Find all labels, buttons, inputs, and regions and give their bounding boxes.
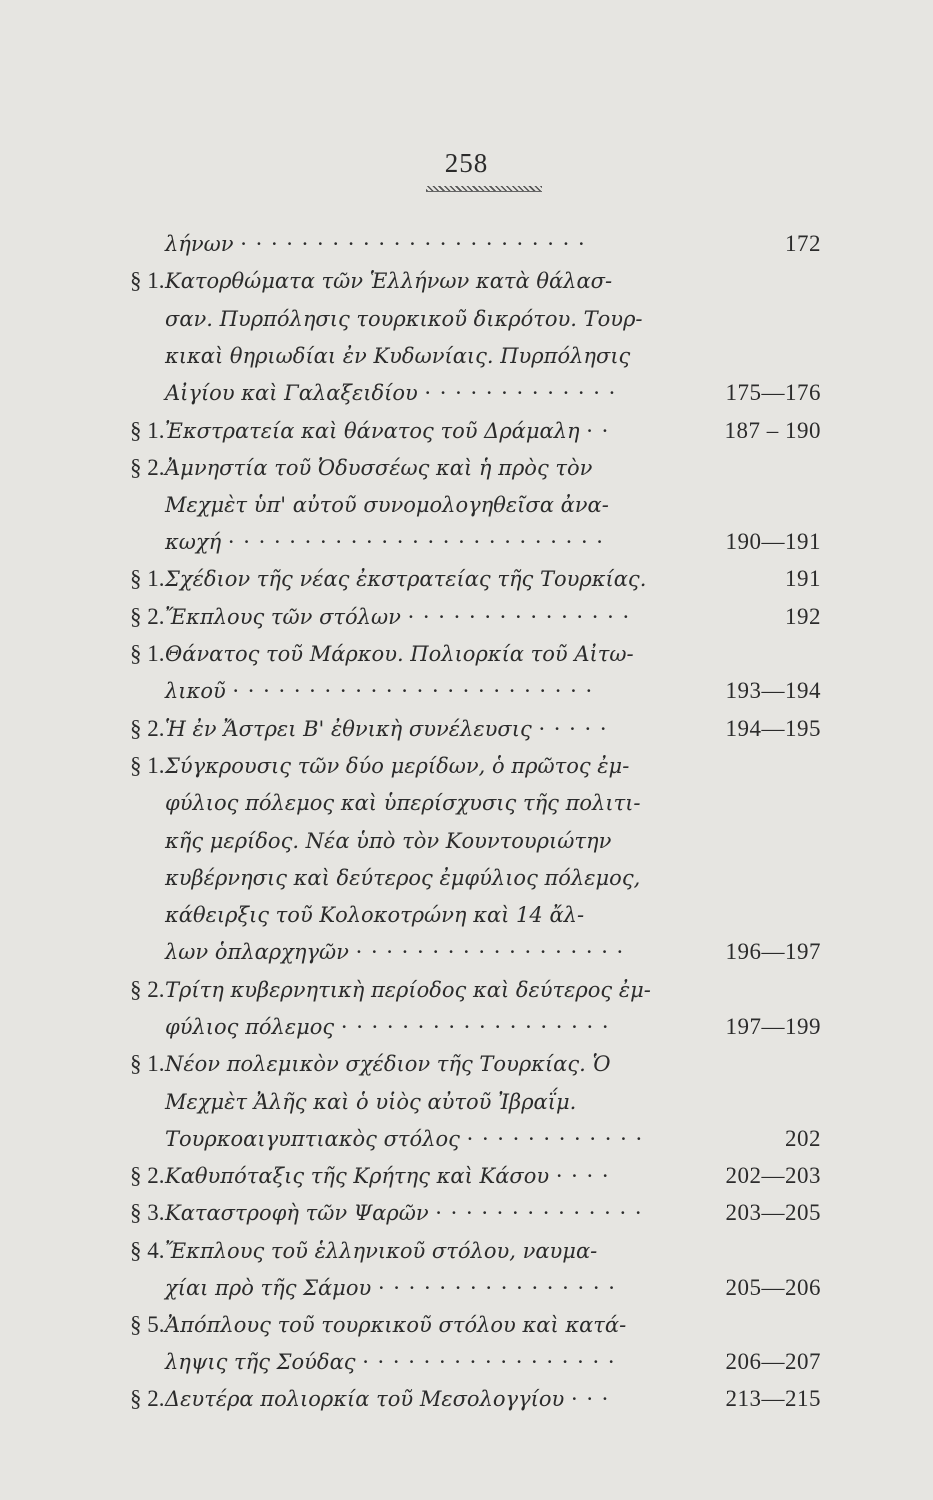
- toc-line: [0, 896, 933, 934]
- section-mark: § 1.: [130, 1051, 165, 1076]
- entry-title: [165, 374, 616, 412]
- entry-title: [165, 1008, 610, 1046]
- page-range: 202: [785, 1126, 821, 1151]
- page-range: 203—205: [725, 1200, 821, 1225]
- entry-title: [165, 896, 584, 934]
- entry-title: [165, 933, 624, 971]
- section-mark: § 1.: [130, 753, 165, 778]
- entry-text: Δευτέρα πολιορκία τοῦ Μεσολογγίου: [165, 1387, 565, 1411]
- toc-line: [0, 1306, 933, 1344]
- entry-text: Νέον πολεμικὸν σχέδιον τῆς Τουρκίας. Ὁ: [165, 1052, 611, 1076]
- entry-title: [165, 1157, 610, 1195]
- page-range: 187 – 190: [724, 418, 821, 443]
- entry-title: [165, 262, 612, 300]
- entry-text: κῆς μερίδος. Νέα ὑπὸ τὸν Κουντουριώτην: [165, 829, 612, 853]
- section-mark: § 2.: [130, 455, 165, 480]
- entry-title: [165, 486, 609, 524]
- section-mark: § 5.: [130, 1312, 165, 1337]
- page-range: 213—215: [725, 1386, 821, 1411]
- entry-text: Ἀμνηστία τοῦ Ὀδυσσέως καὶ ἡ πρὸς τὸν: [165, 456, 593, 480]
- leader-dots: · · · · · · · · · · · · · · · ·: [377, 1276, 616, 1300]
- toc-line: [0, 1120, 933, 1158]
- leader-dots: · · · ·: [555, 1164, 610, 1188]
- page-range: 196—197: [725, 939, 821, 964]
- entry-text: Καθυπόταξις τῆς Κρήτης καὶ Κάσου: [165, 1164, 550, 1188]
- toc-line: [0, 1380, 933, 1418]
- leader-dots: · · · · ·: [538, 717, 608, 741]
- entry-text: ληψις τῆς Σούδας: [165, 1350, 356, 1374]
- entry-text: Σύγκρουσις τῶν δύο μερίδων, ὁ πρῶτος ἐμ-: [165, 754, 630, 778]
- section-mark: § 4.: [130, 1238, 165, 1263]
- entry-text: Τουρκοαιγυπτιακὸς στόλος: [165, 1127, 460, 1151]
- toc-line: [0, 1045, 933, 1083]
- entry-title: [165, 672, 593, 710]
- leader-dots: · · ·: [570, 1387, 610, 1411]
- entry-title: [165, 1194, 643, 1232]
- entry-title: [165, 1380, 609, 1418]
- toc-line: [0, 672, 933, 710]
- page-range: 172: [785, 231, 821, 256]
- entry-text: Σχέδιον τῆς νέας ἐκστρατείας τῆς Τουρκίας.: [165, 567, 647, 591]
- section-mark: § 3.: [130, 1200, 165, 1225]
- leader-dots: · · · · · · · · · · · ·: [466, 1127, 644, 1151]
- toc-line: [0, 1157, 933, 1195]
- entry-title: [165, 971, 651, 1009]
- toc-line: [0, 300, 933, 338]
- entry-title: [165, 784, 641, 822]
- section-mark: § 1.: [130, 418, 165, 443]
- page-range: 202—203: [725, 1163, 821, 1188]
- entry-text: Ἐκστρατεία καὶ θάνατος τοῦ Δράμαλη: [165, 419, 580, 443]
- page-range: 197—199: [725, 1014, 821, 1039]
- section-mark: § 2.: [130, 977, 165, 1002]
- entry-text: λων ὁπλαρχηγῶν: [165, 940, 349, 964]
- entry-text: κάθειρξις τοῦ Κολοκοτρώνη καὶ 14 ἄλ-: [165, 903, 585, 927]
- entry-text: λικοῦ: [165, 679, 226, 703]
- toc-line: [0, 225, 933, 263]
- entry-title: [165, 1269, 616, 1307]
- entry-text: Καταστροφὴ τῶν Ψαρῶν: [165, 1201, 429, 1225]
- entry-text: Κατορθώματα τῶν Ἑλλήνων κατὰ θάλασ-: [165, 269, 613, 293]
- leader-dots: · · · · · · · · · · · · · · · · · · · · · · · ·: [232, 679, 594, 703]
- entry-text: κωχή: [165, 530, 222, 554]
- toc-line: [0, 560, 933, 598]
- entry-text: σαν. Πυρπόλησις τουρκικοῦ δικρότου. Τουρ-: [165, 307, 643, 331]
- entry-title: [165, 1045, 611, 1083]
- entry-title: [165, 523, 604, 561]
- toc-line: [0, 412, 933, 450]
- page-range: 190—191: [725, 529, 821, 554]
- toc-line: [0, 1194, 933, 1232]
- entry-title: [165, 598, 630, 636]
- entry-text: Μεχμὲτ Ἀλῆς καὶ ὁ υἱὸς αὐτοῦ Ἰβραΐμ.: [165, 1090, 577, 1114]
- leader-dots: · ·: [586, 419, 610, 443]
- toc-line: [0, 859, 933, 897]
- entry-text: Ἔκπλους τῶν στόλων: [165, 605, 401, 629]
- toc-line: [0, 598, 933, 636]
- section-mark: § 1.: [130, 566, 165, 591]
- leader-dots: · · · · · · · · · · · · · · · · · ·: [340, 1015, 610, 1039]
- leader-dots: · · · · · · · · · · · · · · ·: [407, 605, 631, 629]
- toc-line: [0, 1343, 933, 1381]
- page-range: 205—206: [725, 1275, 821, 1300]
- entry-text: λήνων: [165, 232, 234, 256]
- toc-line: [0, 262, 933, 300]
- page-range: 191: [785, 566, 821, 591]
- toc-line: [0, 1232, 933, 1270]
- entry-text: Θάνατος τοῦ Μάρκου. Πολιορκία τοῦ Αἰτω-: [165, 642, 634, 666]
- entry-text: φύλιος πόλεμος: [165, 1015, 335, 1039]
- entry-title: [165, 710, 608, 748]
- entry-title: [165, 560, 646, 598]
- leader-dots: · · · · · · · · · · · · · · · · ·: [362, 1350, 616, 1374]
- entry-text: χίαι πρὸ τῆς Σάμου: [165, 1276, 372, 1300]
- entry-title: [165, 300, 643, 338]
- toc-line: [0, 337, 933, 375]
- toc-line: [0, 710, 933, 748]
- entry-title: [165, 337, 630, 375]
- toc-line: [0, 1083, 933, 1121]
- entry-title: [165, 225, 586, 263]
- toc-line: [0, 747, 933, 785]
- page-range: 193—194: [725, 678, 821, 703]
- section-mark: § 1.: [130, 641, 165, 666]
- section-mark: § 2.: [130, 1163, 165, 1188]
- entry-title: [165, 747, 629, 785]
- entry-title: [165, 449, 592, 487]
- entry-text: κυβέρνησις καὶ δεύτερος ἐμφύλιος πόλεμος,: [165, 866, 641, 890]
- page-range: 194—195: [725, 716, 821, 741]
- leader-dots: · · · · · · · · · · · · · · · · · · · · · · · · ·: [227, 530, 604, 554]
- entry-text: κικαὶ θηριωδίαι ἐν Κυδωνίαις. Πυρπόλησις: [165, 344, 631, 368]
- entry-title: [165, 822, 611, 860]
- leader-dots: · · · · · · · · · · · · · · · · · · · · · · ·: [240, 232, 586, 256]
- entry-title: [165, 1083, 576, 1121]
- leader-dots: · · · · · · · · · · · · ·: [424, 381, 617, 405]
- entry-text: Ἀπόπλους τοῦ τουρκικοῦ στόλου καὶ κατά-: [165, 1313, 627, 1337]
- section-mark: § 2.: [130, 716, 165, 741]
- toc-line: [0, 971, 933, 1009]
- toc-line: [0, 449, 933, 487]
- toc-line: [0, 933, 933, 971]
- entry-text: Μεχμὲτ ὑπ' αὐτοῦ συνομολογηθεῖσα ἀνα-: [165, 493, 609, 517]
- page-number: 258: [444, 148, 489, 178]
- section-mark: § 2.: [130, 604, 165, 629]
- entry-title: [165, 1343, 616, 1381]
- entry-title: [165, 1120, 643, 1158]
- toc-line: [0, 635, 933, 673]
- leader-dots: · · · · · · · · · · · · · · · · · ·: [355, 940, 625, 964]
- entry-title: [165, 1306, 626, 1344]
- entry-title: [165, 635, 634, 673]
- page-range: 175—176: [725, 380, 821, 405]
- entry-text: Αἰγίου καὶ Γαλαξειδίου: [165, 381, 418, 405]
- section-mark: § 1.: [130, 268, 165, 293]
- entry-title: [165, 859, 640, 897]
- toc-line: [0, 1008, 933, 1046]
- section-mark: § 2.: [130, 1386, 165, 1411]
- entry-title: [165, 1232, 597, 1270]
- page-range: 192: [785, 604, 821, 629]
- entry-text: φύλιος πόλεμος καὶ ὑπερίσχυσις τῆς πολιτι-: [165, 791, 641, 815]
- entry-text: Ἔκπλους τοῦ ἑλληνικοῦ στόλου, ναυμα-: [165, 1239, 598, 1263]
- entry-title: [165, 412, 609, 450]
- toc-line: [0, 784, 933, 822]
- toc-line: [0, 523, 933, 561]
- toc-line: [0, 486, 933, 524]
- entry-text: Ἡ ἐν Ἄστρει Β' ἐθνικὴ συνέλευσις: [165, 717, 532, 741]
- toc-line: [0, 822, 933, 860]
- toc-line: [0, 1269, 933, 1307]
- entry-text: Τρίτη κυβερνητικὴ περίοδος καὶ δεύτερος ἐμ-: [165, 978, 651, 1002]
- leader-dots: · · · · · · · · · · · · · ·: [435, 1201, 643, 1225]
- toc-line: [0, 374, 933, 412]
- page-range: 206—207: [725, 1349, 821, 1374]
